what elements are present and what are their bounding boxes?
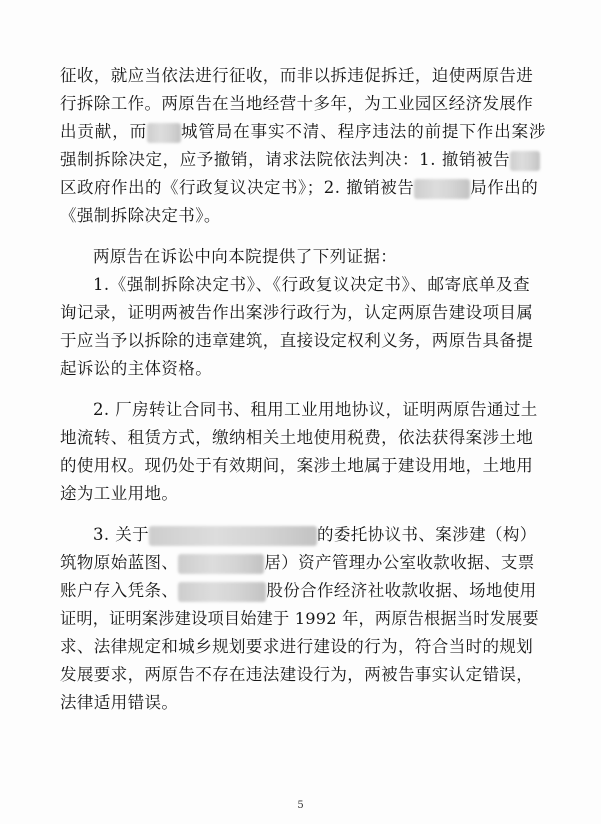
- text-line-content: 出贡献，而: [60, 122, 147, 141]
- text-line-content: 2. 厂房转让合同书、租用工业用地协议，证明两原告通过土: [93, 400, 538, 419]
- text-line-content: 《强制拆除决定书》。: [60, 206, 221, 225]
- text-line: [60, 146, 530, 174]
- text-line: [60, 202, 530, 230]
- text-line-content: 区政府作出的《行政复议决定书》；2. 撤销被告: [60, 178, 415, 197]
- text-line: [60, 577, 537, 605]
- text-line: [60, 480, 530, 508]
- text-line-content: 城管局在事实不清、程序违法的前提下作出案涉: [181, 122, 547, 141]
- text-line: [60, 90, 534, 118]
- text-line-content: 法律适用错误。: [60, 693, 179, 712]
- text-line: [60, 299, 534, 327]
- page-number: 5: [297, 800, 304, 811]
- text-line-content: 途为工业用地。: [60, 484, 179, 503]
- paragraph-first-line: [60, 243, 530, 271]
- text-line-content: 股份合作经济社收款收据、场地使用: [266, 581, 537, 600]
- redaction-block: [510, 151, 540, 171]
- text-line-content: 两原告在诉讼中向本院提供了下列证据：: [93, 247, 398, 266]
- text-line-content: 筑物原始蓝图、: [60, 553, 179, 572]
- text-line: [60, 661, 534, 689]
- text-line: [60, 549, 535, 577]
- redaction-block: [178, 582, 266, 602]
- text-line: [60, 633, 534, 661]
- paragraph-first-line: [60, 396, 538, 424]
- text-line: [60, 174, 539, 202]
- text-line: [60, 424, 534, 452]
- text-line-content: 证明，证明案涉建设项目始建于 1992 年，两原告根据当时发展要: [60, 609, 539, 628]
- text-line: [60, 327, 534, 355]
- text-line-content: 行拆除工作。两原告在当地经营十多年，为工业园区经济发展作: [60, 94, 534, 113]
- paragraph-first-line: [60, 521, 537, 549]
- text-line-content: 询记录，证明两被告作出案涉行政行为，认定两原告建设项目属: [60, 303, 534, 322]
- text-line-content: 于应当予以拆除的违章建筑，直接设定权利义务，两原告具备提: [60, 331, 534, 350]
- text-line-content: 发展要求，两原告不存在违法建设行为，两被告事实认定错误，: [60, 665, 534, 684]
- redaction-block: [178, 554, 264, 574]
- text-line-content: 地流转、租赁方式，缴纳相关土地使用税费，依法获得案涉土地: [60, 428, 534, 447]
- text-line: [60, 605, 539, 633]
- text-line-content: 征收，就应当依法进行征收，而非以拆违促拆迁，迫使两原告进: [60, 66, 534, 85]
- text-line-content: 的使用权。现仍处于有效期间，案涉土地属于建设用地，土地用: [60, 456, 534, 475]
- paragraph-first-line: [60, 271, 530, 299]
- text-line-content: 局作出的: [470, 178, 539, 197]
- text-line: [60, 452, 534, 480]
- text-line: [60, 689, 530, 717]
- text-line-content: 3. 关于: [93, 525, 149, 544]
- text-line-content: 求、法律规定和城乡规划要求进行建设的行为，符合当时的规划: [60, 637, 534, 656]
- text-line: [60, 355, 530, 383]
- redaction-block: [414, 179, 470, 199]
- text-line: [60, 118, 547, 146]
- text-line-content: 1.《强制拆除决定书》、《行政复议决定书》、邮寄底单及查: [93, 275, 530, 294]
- redaction-block: [147, 123, 181, 143]
- text-line-content: 的委托协议书、案涉建（构）: [317, 525, 537, 544]
- text-line-content: 起诉讼的主体资格。: [60, 359, 213, 378]
- redaction-block: [149, 526, 317, 546]
- text-line-content: 强制拆除决定，应予撤销，请求法院依法判决：1. 撤销被告: [60, 150, 511, 169]
- text-line: [60, 62, 534, 90]
- text-line-content: 账户存入凭条、: [60, 581, 179, 600]
- document-body: [60, 62, 547, 717]
- text-line-content: 居）资产管理办公室收款收据、支票: [264, 553, 535, 572]
